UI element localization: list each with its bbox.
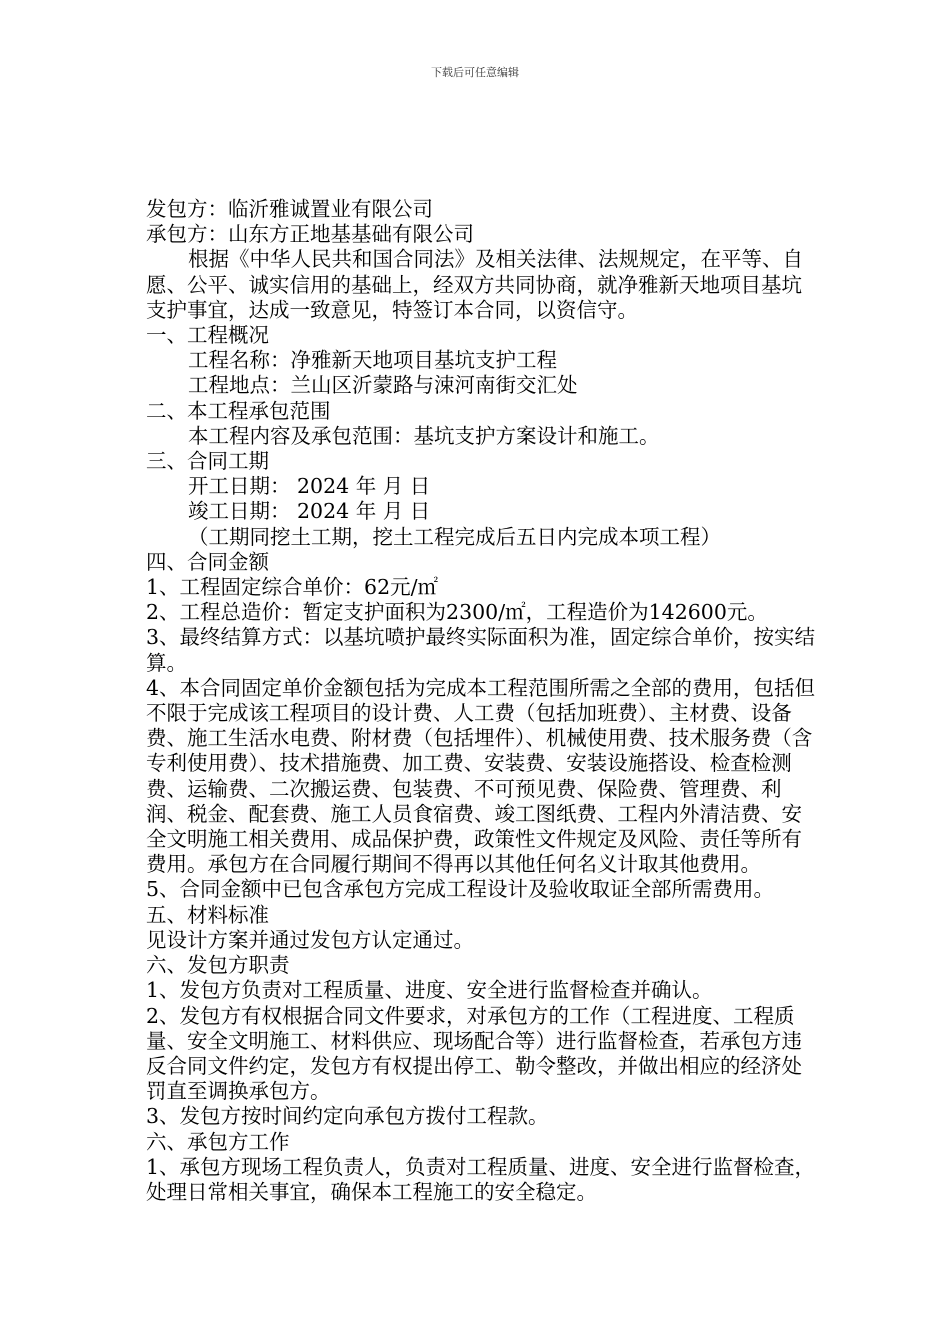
contract-body bbox=[146, 197, 818, 1205]
contract-line: 发包方：临沂雅诚置业有限公司 bbox=[146, 197, 433, 221]
contract-line: 三、合同工期 bbox=[146, 449, 269, 474]
contract-line: 五、材料标准 bbox=[146, 902, 269, 927]
contract-line: 5、合同金额中已包含承包方完成工程设计及验收取证全部所需费用。 bbox=[146, 877, 775, 902]
contract-line: 本工程内容及承包范围：基坑支护方案设计和施工。 bbox=[188, 423, 660, 448]
contract-line: 工程地点：兰山区沂蒙路与涑河南街交汇处 bbox=[188, 373, 578, 398]
contract-line: 承包方：山东方正地基基础有限公司 bbox=[146, 222, 474, 247]
page-header-note: 下载后可任意编辑 bbox=[431, 66, 519, 79]
contract-line: 1、承包方现场工程负责人，负责对工程质量、进度、安全进行监督检查，处理日常相关事宜，确保本工程施工的安全稳定。 bbox=[146, 1154, 816, 1204]
contract-line: 见设计方案并通过发包方认定通过。 bbox=[146, 927, 474, 952]
contract-line: 四、合同金额 bbox=[146, 549, 269, 574]
contract-line: 1、发包方负责对工程质量、进度、安全进行监督检查并确认。 bbox=[146, 978, 713, 1003]
contract-line: 3、最终结算方式：以基坑喷护最终实际面积为准，固定综合单价，按实结算。 bbox=[146, 625, 816, 675]
contract-line: 工程名称：净雅新天地项目基坑支护工程 bbox=[188, 348, 557, 373]
contract-line: 2、发包方有权根据合同文件要求，对承包方的工作（工程进度、工程质量、安全文明施工、材料供应、现场配合等）进行监督检查，若承包方违反合同文件约定，发包方有权提出停工、勒令整改，并做出相应的经济处罚直至调换承包方。 bbox=[146, 1003, 802, 1104]
contract-line: 1、工程固定综合单价：62元/㎡ bbox=[146, 575, 439, 600]
contract-line: 4、本合同固定单价金额包括为完成本工程范围所需之全部的费用，包括但不限于完成该工程项目的设计费、人工费（包括加班费）、主材费、设备费、施工生活水电费、附材费（包括埋件）、机械使用费、技术服务费（含专利使用费）、技术措施费、加工费、安装费、安装设施搭设、检查检测费、运输费、二次搬运费、包装费、不可预见费、保险费、管理费、利润、税金、配套费、施工人员食宿费、竣工图纸费、工程内外清洁费、安全文明施工相关费用、成品保护费，政策性文件规定及风险、责任等所有费用。承包方在合同履行期间不得再以其他任何名义计取其他费用。 bbox=[146, 675, 816, 877]
contract-line: 六、承包方工作 bbox=[146, 1129, 290, 1154]
contract-line: 六、发包方职责 bbox=[146, 953, 290, 978]
contract-line: 根据《中华人民共和国合同法》及相关法律、法规规定，在平等、自愿、公平、诚实信用的基础上，经双方共同协商，就净雅新天地项目基坑支护事宜，达成一致意见，特签订本合同，以资信守。 bbox=[146, 247, 803, 322]
contract-line: 3、发包方按时间约定向承包方拨付工程款。 bbox=[146, 1104, 549, 1129]
contract-line: （工期同挖土工期，挖土工程完成后五日内完成本项工程） bbox=[188, 524, 721, 549]
contract-line: 2、工程总造价：暂定支护面积为2300/㎡，工程造价为142600元。 bbox=[146, 600, 768, 625]
contract-line: 二、本工程承包范围 bbox=[146, 398, 331, 423]
contract-line: 一、工程概况 bbox=[146, 323, 269, 348]
contract-line: 竣工日期： 2024 年 月 日 bbox=[188, 499, 431, 524]
contract-line: 开工日期： 2024 年 月 日 bbox=[188, 474, 431, 499]
